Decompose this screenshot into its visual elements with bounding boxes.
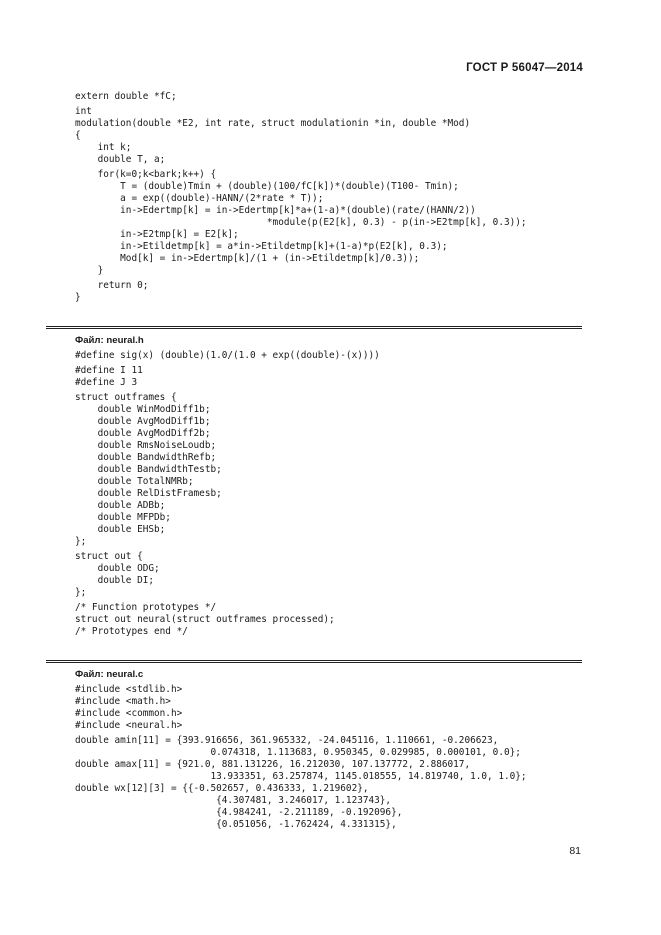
code-line: *module(p(E2[k], 0.3) - p(in->E2tmp[k], 0.3));: [75, 217, 527, 228]
page-number: 81: [569, 845, 581, 857]
code-line: {0.051056, -1.762424, 4.331315},: [75, 819, 397, 830]
code-line: double ADBb;: [75, 500, 166, 511]
code-line: double BandwidthTestb;: [75, 464, 222, 475]
code-line: struct out {: [75, 551, 143, 562]
code-line: /* Prototypes end */: [75, 626, 188, 637]
code-line: double EHSb;: [75, 524, 166, 535]
code-line: double amin[11] = {393.916656, 361.965332, -24.045116, 1.110661, -0.206623,: [75, 735, 499, 746]
code-line: double ODG;: [75, 563, 160, 574]
code-line: for(k=0;k<bark;k++) {: [75, 169, 217, 180]
code-line: double T, a;: [75, 154, 166, 165]
code-line: double amax[11] = {921.0, 881.131226, 16.212030, 107.137772, 2.886017,: [75, 759, 471, 770]
code-line: double wx[12][3] = {{-0.502657, 0.436333, 1.219602},: [75, 783, 369, 794]
code-block-modulation: [75, 91, 615, 304]
code-line: #include <math.h>: [75, 696, 171, 707]
code-line: };: [75, 587, 87, 598]
code-line: {: [75, 130, 81, 141]
code-line: extern double *fC;: [75, 91, 177, 102]
code-line: return 0;: [75, 280, 149, 291]
code-line: double AvgModDiff1b;: [75, 416, 211, 427]
code-line: {4.984241, -2.211189, -0.192096},: [75, 807, 403, 818]
code-line: #define J 3: [75, 377, 138, 388]
code-line: {4.307481, 3.246017, 1.123743},: [75, 795, 392, 806]
file-title-neural-h: Файл: neural.h: [75, 335, 144, 346]
code-line: #define I 11: [75, 365, 143, 376]
code-line: 0.074318, 1.113683, 0.950345, 0.029985, 0.000101, 0.0};: [75, 747, 521, 758]
code-line: in->Edertmp[k] = in->Edertmp[k]*a+(1-a)*(double)(rate/(HANN/2)): [75, 205, 476, 216]
code-line: 13.933351, 63.257874, 1145.018555, 14.819740, 1.0, 1.0};: [75, 771, 527, 782]
code-line: double RmsNoiseLoudb;: [75, 440, 217, 451]
code-line: #include <stdlib.h>: [75, 684, 183, 695]
code-line: int: [75, 106, 92, 117]
code-line: a = exp((double)-HANN/(2*rate * T));: [75, 193, 324, 204]
code-line: in->E2tmp[k] = E2[k];: [75, 229, 239, 240]
standard-header: ГОСТ Р 56047—2014: [466, 62, 583, 74]
code-line: double BandwidthRefb;: [75, 452, 217, 463]
code-line: struct outframes {: [75, 392, 177, 403]
code-line: modulation(double *E2, int rate, struct modulationin *in, double *Mod): [75, 118, 471, 129]
code-line: double WinModDiff1b;: [75, 404, 211, 415]
code-line: };: [75, 536, 87, 547]
code-line: }: [75, 292, 81, 303]
code-line: int k;: [75, 142, 132, 153]
code-line: double RelDistFramesb;: [75, 488, 222, 499]
code-block-neural-c: [75, 684, 615, 831]
code-line: #define sig(x) (double)(1.0/(1.0 + exp((double)-(x)))): [75, 350, 380, 361]
section-divider: [46, 660, 582, 663]
code-line: #include <common.h>: [75, 708, 183, 719]
code-line: double AvgModDiff2b;: [75, 428, 211, 439]
code-line: Mod[k] = in->Edertmp[k]/(1 + (in->Etildetmp[k]/0.3));: [75, 253, 420, 264]
code-line: T = (double)Tmin + (double)(100/fC[k])*(double)(T100- Tmin);: [75, 181, 459, 192]
code-line: double MFPDb;: [75, 512, 171, 523]
code-line: struct out neural(struct outframes processed);: [75, 614, 335, 625]
code-line: double DI;: [75, 575, 155, 586]
code-block-neural-h: [75, 350, 615, 638]
code-line: in->Etildetmp[k] = a*in->Etildetmp[k]+(1-a)*p(E2[k], 0.3);: [75, 241, 448, 252]
code-line: }: [75, 265, 104, 276]
code-line: /* Function prototypes */: [75, 602, 217, 613]
code-line: #include <neural.h>: [75, 720, 183, 731]
section-divider: [46, 326, 582, 329]
file-title-neural-c: Файл: neural.c: [75, 669, 144, 680]
code-line: double TotalNMRb;: [75, 476, 194, 487]
